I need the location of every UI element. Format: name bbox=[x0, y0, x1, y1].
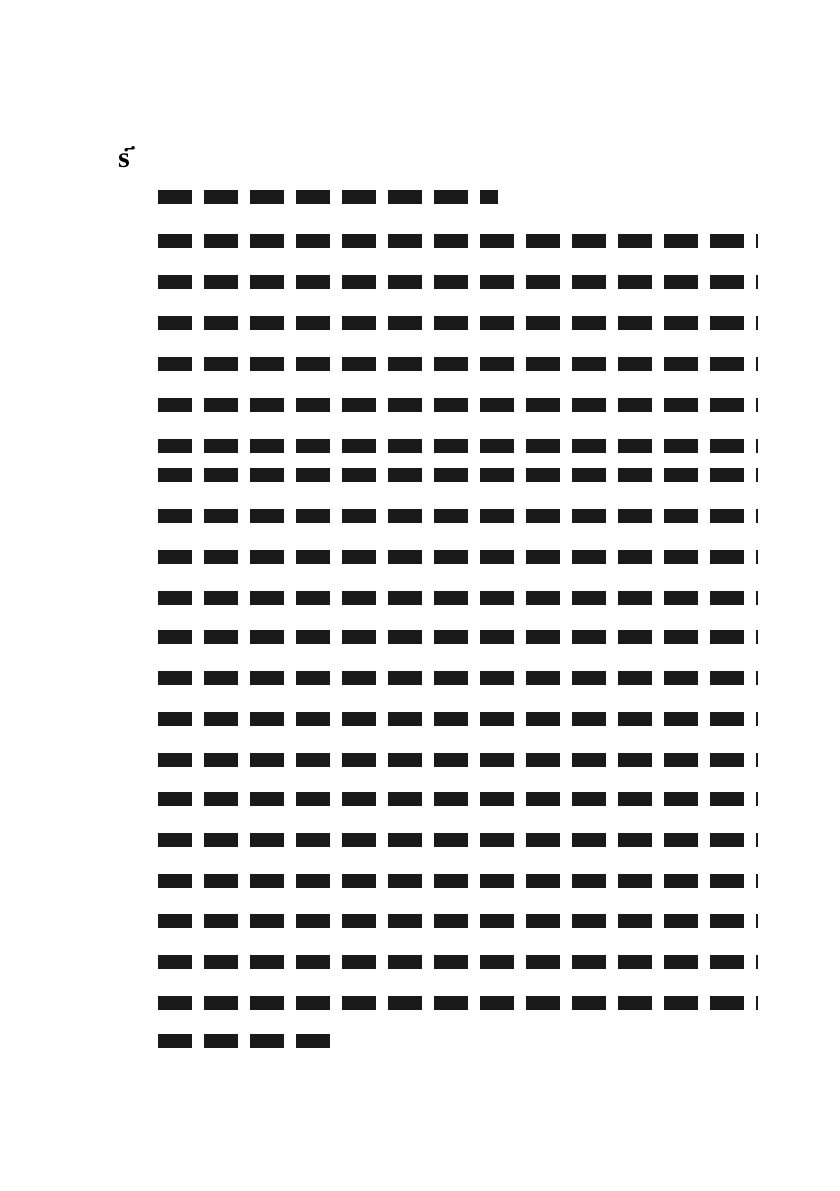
text-line bbox=[158, 630, 758, 644]
text-line bbox=[158, 275, 758, 289]
answer-block bbox=[158, 1034, 338, 1075]
text-line bbox=[158, 671, 758, 685]
question-block bbox=[158, 914, 758, 1037]
book-page bbox=[118, 128, 768, 1068]
question-block bbox=[158, 630, 758, 794]
question-block bbox=[158, 234, 758, 480]
text-line bbox=[158, 996, 758, 1010]
text-line bbox=[158, 833, 758, 847]
text-line bbox=[158, 1034, 338, 1048]
text-line bbox=[158, 398, 758, 412]
text-line bbox=[158, 712, 758, 726]
answer-block bbox=[158, 468, 758, 632]
text-line bbox=[158, 792, 758, 806]
text-line bbox=[158, 234, 758, 248]
text-line bbox=[158, 468, 758, 482]
page-number: ѕ҃ bbox=[118, 140, 130, 175]
text-line bbox=[158, 914, 758, 928]
text-line bbox=[158, 509, 758, 523]
text-line bbox=[158, 753, 758, 767]
text-line bbox=[158, 190, 498, 204]
text-line bbox=[158, 591, 758, 605]
introductory-line bbox=[158, 190, 498, 231]
text-line bbox=[158, 439, 758, 453]
text-line bbox=[158, 357, 758, 371]
text-line bbox=[158, 316, 758, 330]
text-line bbox=[158, 550, 758, 564]
answer-block bbox=[158, 792, 758, 915]
text-line bbox=[158, 874, 758, 888]
text-line bbox=[158, 955, 758, 969]
